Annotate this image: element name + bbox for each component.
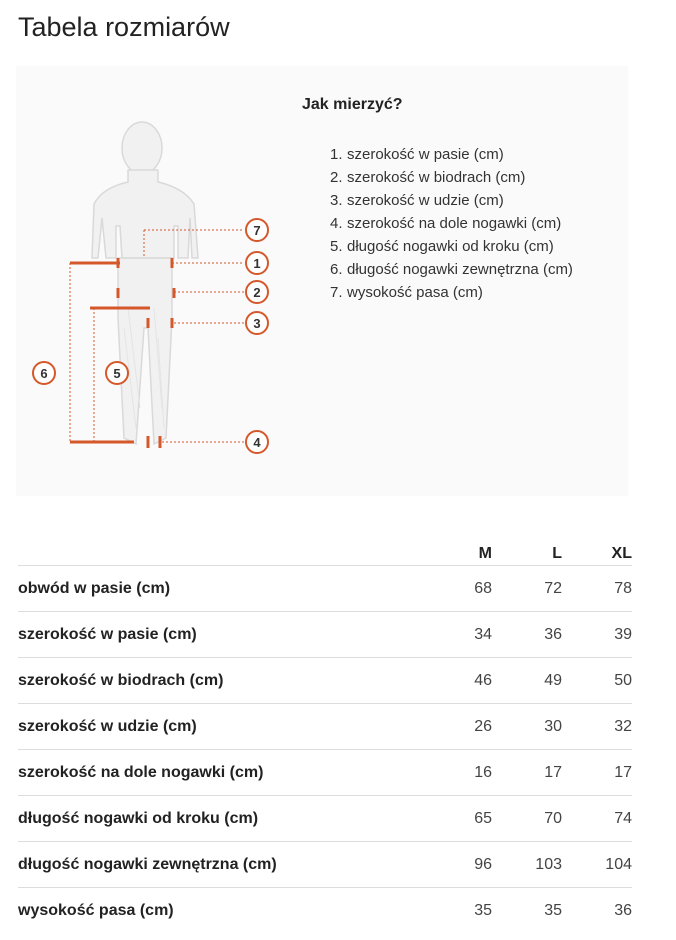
- cell-m: 34: [448, 612, 492, 658]
- svg-text:1: 1: [253, 256, 261, 271]
- marker-5: [106, 362, 128, 384]
- row-label: szerokość w udzie (cm): [18, 704, 448, 750]
- marker-4: [246, 431, 268, 453]
- row-label: wysokość pasa (cm): [18, 888, 448, 934]
- size-table: [18, 528, 632, 933]
- cell-xl: 74: [562, 796, 632, 842]
- cell-xl: 36: [562, 888, 632, 934]
- howto-list: [330, 143, 587, 304]
- measurement-figure: [24, 108, 284, 490]
- cell-xl: 39: [562, 612, 632, 658]
- row-label: szerokość w biodrach (cm): [18, 658, 448, 704]
- svg-text:4: 4: [253, 435, 261, 450]
- svg-text:3: 3: [253, 316, 261, 331]
- table-row: [18, 750, 632, 796]
- column-header-xl: XL: [611, 545, 632, 562]
- table-row: [18, 888, 632, 934]
- cell-xl: 104: [562, 842, 632, 888]
- cell-l: 72: [492, 566, 562, 612]
- row-label: długość nogawki zewnętrzna (cm): [18, 842, 448, 888]
- howto-title: Jak mierzyć?: [302, 96, 403, 113]
- svg-text:2: 2: [253, 285, 261, 300]
- marker-3: [246, 312, 268, 334]
- cell-xl: 32: [562, 704, 632, 750]
- column-header-m: M: [478, 545, 492, 562]
- marker-7: [246, 219, 268, 241]
- table-row: [18, 796, 632, 842]
- table-row: [18, 658, 632, 704]
- marker-1: [246, 252, 268, 274]
- list-item: 2. szerokość w biodrach (cm): [330, 169, 526, 186]
- cell-l: 36: [492, 612, 562, 658]
- cell-m: 96: [448, 842, 492, 888]
- marker-6: [33, 362, 55, 384]
- list-item: 3. szerokość w udzie (cm): [330, 192, 504, 209]
- cell-m: 35: [448, 888, 492, 934]
- table-row: [18, 842, 632, 888]
- table-row: [18, 704, 632, 750]
- list-item: 5. długość nogawki od kroku (cm): [330, 238, 554, 255]
- row-label: długość nogawki od kroku (cm): [18, 796, 448, 842]
- page-title: Tabela rozmiarów: [18, 12, 230, 42]
- row-label: szerokość w pasie (cm): [18, 612, 448, 658]
- list-item: 4. szerokość na dole nogawki (cm): [330, 215, 562, 232]
- list-item: 7. wysokość pasa (cm): [330, 284, 483, 301]
- cell-l: 103: [492, 842, 562, 888]
- cell-xl: 78: [562, 566, 632, 612]
- column-header-l: L: [552, 545, 562, 562]
- cell-l: 49: [492, 658, 562, 704]
- cell-m: 46: [448, 658, 492, 704]
- list-item: 6. długość nogawki zewnętrzna (cm): [330, 261, 573, 278]
- cell-l: 17: [492, 750, 562, 796]
- row-label: obwód w pasie (cm): [18, 566, 448, 612]
- cell-m: 16: [448, 750, 492, 796]
- svg-text:7: 7: [253, 223, 261, 238]
- table-row: [18, 566, 632, 612]
- cell-m: 68: [448, 566, 492, 612]
- list-item: 1. szerokość w pasie (cm): [330, 146, 504, 163]
- table-row: [18, 612, 632, 658]
- cell-l: 30: [492, 704, 562, 750]
- cell-xl: 50: [562, 658, 632, 704]
- cell-l: 70: [492, 796, 562, 842]
- cell-m: 26: [448, 704, 492, 750]
- cell-xl: 17: [562, 750, 632, 796]
- svg-text:5: 5: [113, 366, 121, 381]
- svg-text:6: 6: [40, 366, 48, 381]
- row-label: szerokość na dole nogawki (cm): [18, 750, 448, 796]
- cell-l: 35: [492, 888, 562, 934]
- cell-m: 65: [448, 796, 492, 842]
- column-header-label: [18, 528, 448, 566]
- table-header-row: [18, 528, 632, 566]
- marker-2: [246, 281, 268, 303]
